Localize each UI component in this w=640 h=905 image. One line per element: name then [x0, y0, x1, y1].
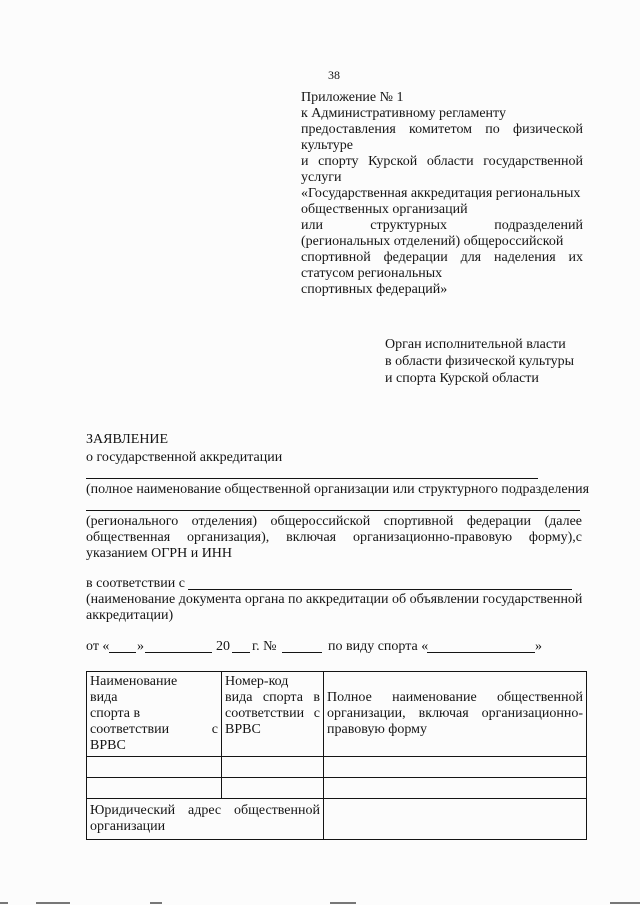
appendix-line: спортивных федераций» — [301, 282, 448, 297]
org-full-name-header-text: Полное наименование общественной — [327, 690, 583, 705]
sport-end-quote: » — [535, 639, 542, 654]
accordance-label: в соответствии с — [86, 576, 185, 591]
year-blank[interactable] — [232, 652, 250, 653]
number-label: г. № — [252, 639, 277, 654]
sport-blank[interactable] — [427, 652, 535, 653]
year-prefix: 20 — [216, 639, 230, 654]
regional-name-blank[interactable] — [86, 510, 580, 511]
appendix-line: общественных организаций — [301, 202, 468, 217]
appendix-line: статусом региональных — [301, 266, 443, 281]
sport-name-header-text: соответствии с — [90, 722, 218, 737]
sport-code-header-text: ВРВС — [225, 722, 261, 737]
scan-mark — [36, 902, 70, 904]
scan-mark — [610, 902, 640, 904]
accordance-blank[interactable] — [188, 589, 572, 590]
sport-code-header-text: соответствии с — [225, 706, 320, 721]
sport-label: по виду спорта « — [328, 639, 429, 654]
table-cell[interactable] — [222, 757, 324, 778]
legal-address-value[interactable] — [324, 799, 587, 840]
appendix-line: услуги — [301, 170, 342, 185]
sport-code-header — [222, 672, 324, 757]
scan-mark — [330, 902, 356, 904]
number-blank[interactable] — [282, 652, 322, 653]
sport-code-header-text: Номер-код — [225, 674, 289, 689]
month-blank[interactable] — [145, 652, 212, 653]
table-cell[interactable] — [87, 778, 222, 799]
scan-mark — [150, 902, 162, 904]
table-cell[interactable] — [324, 757, 587, 778]
regional-caption-line: общественная организация), включая организационно-правовую форму),с — [86, 530, 582, 545]
appendix-line: предоставления комитетом по физической — [301, 122, 583, 137]
org-full-name-header — [324, 672, 587, 757]
sport-name-header-text: Наименование вида — [90, 674, 178, 705]
date-from-label: от « — [86, 639, 110, 654]
appendix-line: и спорту Курской области государственной — [301, 154, 583, 169]
sport-name-header-text: спорта в — [90, 706, 141, 721]
full-name-blank[interactable] — [86, 478, 538, 479]
addressee-line: и спорта Курской области — [385, 371, 539, 386]
table-cell[interactable] — [324, 778, 587, 799]
regional-caption-line: (регионального отделения) общероссийской спортивной федерации (далее — [86, 514, 582, 529]
full-name-caption: (полное наименование общественной организации или структурного подразделения — [86, 482, 590, 497]
addressee-line: Орган исполнительной власти — [385, 337, 566, 352]
legal-address-text: Юридический адрес общественной — [90, 803, 320, 818]
sport-table — [86, 671, 587, 840]
table-cell[interactable] — [87, 757, 222, 778]
appendix-line: к Административному регламенту — [301, 106, 506, 121]
table-row — [87, 778, 587, 799]
appendix-line: спортивной федерации для наделения их — [301, 250, 583, 265]
table-cell[interactable] — [222, 778, 324, 799]
org-full-name-header-text: организации, включая организационно- — [327, 706, 583, 721]
addressee-line: в области физической культуры — [385, 354, 575, 369]
day-blank[interactable] — [109, 652, 136, 653]
regional-caption-line: указанием ОГРН и ИНН — [86, 546, 233, 561]
legal-address-row — [87, 799, 587, 840]
document-caption-line: аккредитации) — [86, 608, 174, 623]
appendix-line: или структурных подразделений — [301, 218, 583, 233]
appendix-line: «Государственная аккредитация региональных — [301, 186, 581, 201]
sport-code-header-text: вида спорта в — [225, 690, 320, 705]
document-subtitle: о государственной аккредитации — [86, 450, 283, 465]
page-number: 38 — [328, 68, 340, 82]
sport-name-header — [87, 672, 222, 757]
table-header-row — [87, 672, 587, 757]
org-full-name-header-text: правовую форму — [327, 722, 428, 737]
scan-mark — [0, 902, 8, 904]
appendix-line: Приложение № 1 — [301, 90, 404, 105]
legal-address-label — [87, 799, 324, 840]
date-close-quote: » — [137, 639, 144, 654]
appendix-line: (региональных отделений) общероссийской — [301, 234, 564, 249]
document-title: ЗАЯВЛЕНИЕ — [86, 432, 169, 447]
legal-address-text: организации — [90, 819, 166, 834]
table-row — [87, 757, 587, 778]
sport-name-header-text: ВРВС — [90, 738, 126, 753]
appendix-line: культуре — [301, 138, 353, 153]
document-caption-line: (наименование документа органа по аккредитации об объявлении государственной — [86, 592, 583, 607]
